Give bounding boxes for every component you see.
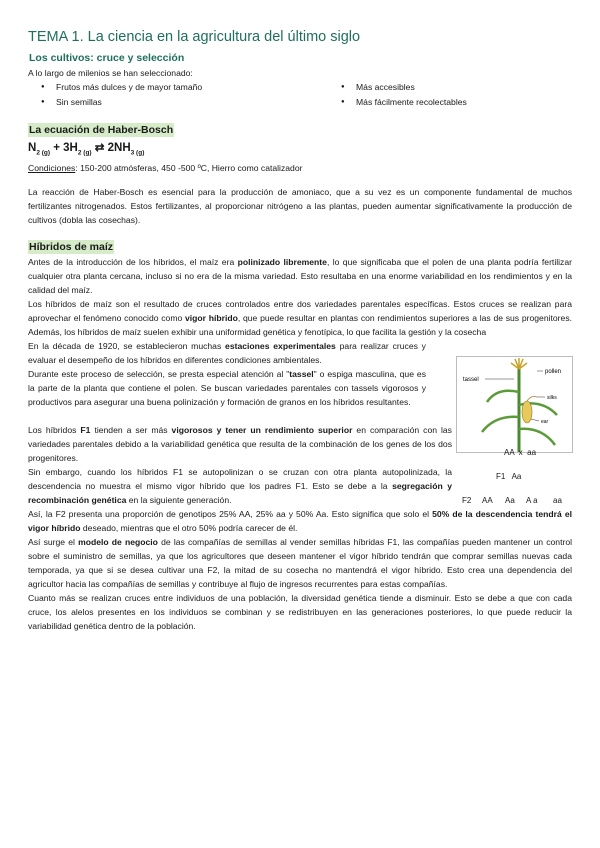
label-pollen: pollen bbox=[545, 369, 562, 375]
section-heading-cultivos: Los cultivos: cruce y selección bbox=[29, 52, 185, 64]
haber-equation: $N_{2 (g)} + 3H_{2 (g)}$ ⇄ $2NH_{3 (g)}$ bbox=[28, 142, 145, 157]
paragraph: Así, la F2 presenta una proporción de genotipos 25% AA, 25% aa y 50% Aa. Esto significa que solo el 50% de la descendencia tendrá el vigor híbrido deseado, mientras que el otro 50% podría carecer de él. bbox=[28, 509, 572, 534]
section-heading-hibridos: Híbridos de maíz bbox=[29, 241, 114, 254]
list-item: ● Frutos más dulces y de mayor tamaño bbox=[28, 80, 328, 95]
cross-parents: AA x aa bbox=[504, 448, 537, 457]
cultivos-intro: A lo largo de milenios se han seleccionado: bbox=[28, 68, 193, 78]
cross-f1: F1 Aa bbox=[496, 472, 522, 481]
cross-f2-aa2: Aa bbox=[505, 496, 515, 505]
paragraph: Los híbridos de maíz son el resultado de cruces controlados entre dos variedades parentales específicas. Estos cruces se realizan para aprovechar el fenómeno conocido como vigor híbrido, que puede resultar en plantas con rendimientos superiores a las de sus progenitores. Además, los híbridos de maíz suelen exhibir una uniformidad genética y fenotípica, lo que facilita la gestión y la cosecha bbox=[28, 299, 573, 338]
genetic-cross-figure bbox=[462, 446, 574, 536]
corn-plant-figure bbox=[456, 356, 573, 453]
section-heading-haber: La ecuación de Haber-Bosch bbox=[29, 124, 174, 136]
paragraph: En la década de 1920, se establecieron muchas estaciones experimentales para realizar cruces y evaluar el desempeño de los híbridos en diferentes condiciones ambientales. bbox=[28, 341, 426, 366]
page-title: TEMA 1. La ciencia en la agricultura del último siglo bbox=[28, 29, 361, 45]
haber-paragraph: La reacción de Haber-Bosch es esencial para la producción de amoniaco, que a su vez es un componente fundamental de muchos fertilizantes nitrogenados. Estos fertilizantes, al proporcionar nitrógeno a las plantas, pueden aumentar significativamente la producción de cultivos (dobla las cosechas). bbox=[28, 187, 572, 226]
paragraph: Cuanto más se realizan cruces entre individuos de una población, la diversidad genética tiende a disminuir. Esto se debe a que con cada cruce, los alelos presentes en los individuos se combinan y se redistribuyen en las generaciones posteriores, lo que puede reducir la variabilidad genética dentro de la población. bbox=[28, 593, 572, 632]
paragraph: Así surge el modelo de negocio de las compañías de semillas al vender semillas híbridas F1, las compañías pueden mantener un control sobre el suministro de semillas, ya que los agricultores que deseen mantener el vigor híbrido tendrán que comprar semillas nuevas cada temporada, ya que si se desea cultivar una F2, la mitad de su cosecha no mantendrá el vigor híbrido. Esto crea una dependencia del agricultor hacia las compañías de semillas y contribuye al flujo de ingresos recurrentes para estas compañías. bbox=[28, 537, 573, 590]
label-silks: silks bbox=[547, 395, 557, 401]
cross-f2-aa3: aa bbox=[553, 496, 562, 505]
bullet-list bbox=[28, 80, 572, 109]
paragraph: Durante este proceso de selección, se presta especial atención al "tassel" o espiga masculina, que es la parte de la planta que contiene el polen. Se buscan variedades parentales con tassels vigorosos y productivos para asegurar una buena polinización y formación de granos en los híbridos resultantes. bbox=[28, 369, 426, 408]
haber-conditions: Condiciones: 150-200 atmósferas, 450 -500 ºC, Hierro como catalizador bbox=[28, 163, 303, 174]
corn-plant-illustration bbox=[457, 357, 572, 452]
label-ear: ear bbox=[541, 419, 549, 425]
paragraph: Antes de la introducción de los híbridos, el maíz era polinizado libremente, lo que significaba que el polen de una planta podría fertilizar cualquier otra planta cercana, incluso si no era de la misma variedad. Esto resultaba en una enorme variabilidad en los rendimientos y en la calidad del maíz. bbox=[28, 257, 572, 296]
label-tassel: tassel bbox=[463, 377, 479, 383]
list-item: ● Sin semillas bbox=[28, 95, 328, 110]
paragraph: Los híbridos F1 tienden a ser más vigorosos y tener un rendimiento superior en comparación con las variedades parentales debido a la variabilidad genética que resulta de la combinación de los genes de los dos progenitores. bbox=[28, 425, 452, 464]
cross-f2-label: F2 bbox=[462, 496, 472, 505]
cross-f2-a-a: A a bbox=[526, 496, 538, 505]
list-item: ● Más accesibles bbox=[328, 80, 568, 95]
paragraph: Sin embargo, cuando los híbridos F1 se autopolinizan o se cruzan con otra planta autopolinizada, la descendencia no muestra el mismo vigor híbrido que los padres F1. Esto se debe a la segregación y recombinación genética en la siguiente generación. bbox=[28, 467, 453, 506]
document-page bbox=[28, 27, 572, 633]
cross-f2-aa: AA bbox=[482, 496, 493, 505]
list-item: ● Más fácilmente recolectables bbox=[328, 95, 568, 110]
